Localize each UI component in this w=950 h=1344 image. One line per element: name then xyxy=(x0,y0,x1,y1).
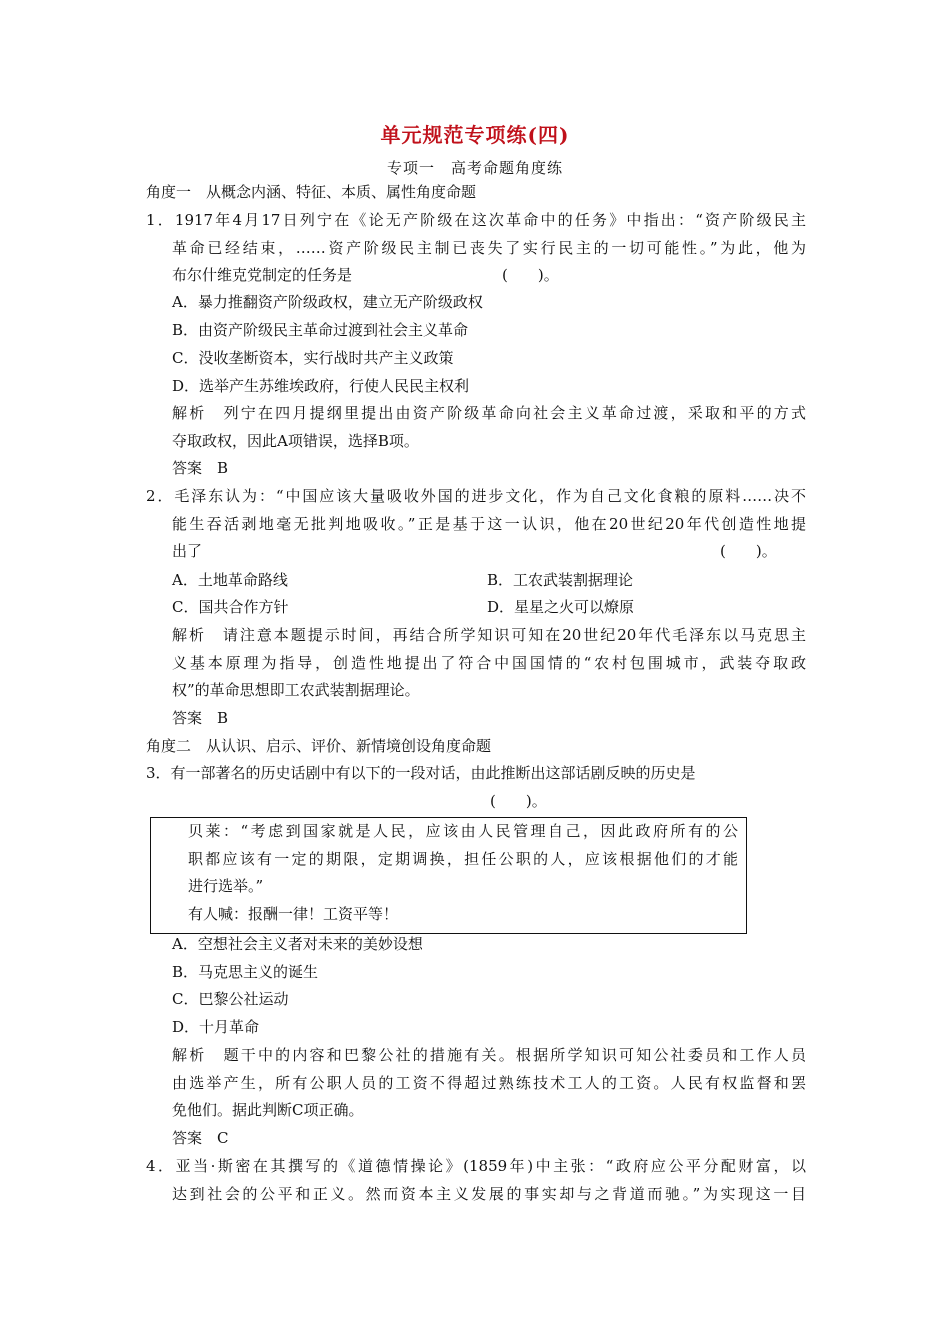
q2-option-a: A．土地革命路线 xyxy=(172,571,288,589)
q2-answer-blank: ( )。 xyxy=(720,542,777,560)
q3-analysis-line-2: 由选举产生，所有公职人员的工资不得超过熟练技术工人的工资。人民有权监督和罢 xyxy=(172,1074,806,1092)
q2-option-c: C．国共合作方针 xyxy=(172,598,289,616)
q4-stem-line-2: 达到社会的公平和正义。然而资本主义发展的事实却与之背道而驰。”为实现这一目 xyxy=(172,1185,806,1203)
q1-option-c: C．没收垄断资本，实行战时共产主义政策 xyxy=(172,349,454,367)
q1-option-a: A．暴力推翻资产阶级政权，建立无产阶级政权 xyxy=(172,293,483,311)
q2-analysis-line-1: 解析 请注意本题提示时间，再结合所学知识可知在20世纪20年代毛泽东以马克思主 xyxy=(172,626,806,644)
q1-option-b: B．由资产阶级民主革命过渡到社会主义革命 xyxy=(172,321,469,339)
q3-analysis-line-1: 解析 题干中的内容和巴黎公社的措施有关。根据所学知识可知公社委员和工作人员 xyxy=(172,1046,806,1064)
q1-analysis-line-1: 解析 列宁在四月提纲里提出由资产阶级革命向社会主义革命过渡，采取和平的方式 xyxy=(172,404,806,422)
q4-stem-line-1: 4．亚当·斯密在其撰写的《道德情操论》(1859年)中主张：“政府应公平分配财富，以 xyxy=(146,1157,806,1175)
q3-stem-line-1: 3．有一部著名的历史话剧中有以下的一段对话，由此推断出这部话剧反映的历史是 xyxy=(146,764,696,782)
q2-analysis-line-2: 义基本原理为指导，创造性地提出了符合中国国情的“农村包围城市，武装夺取政 xyxy=(172,654,806,672)
q2-stem-line-2: 能生吞活剥地毫无批判地吸收。”正是基于这一认识，他在20世纪20年代创造性地提 xyxy=(172,515,806,533)
q2-analysis-line-3: 权”的革命思想即工农武装割据理论。 xyxy=(172,681,420,699)
q1-answer: 答案 B xyxy=(172,459,229,477)
q1-analysis-line-2: 夺取政权，因此A项错误，选择B项。 xyxy=(172,432,419,450)
q2-answer: 答案 B xyxy=(172,709,229,727)
q3-analysis-line-3: 免他们。据此判断C项正确。 xyxy=(172,1101,364,1119)
angle-two-heading: 角度二 从认识、启示、评价、新情境创设角度命题 xyxy=(146,737,492,755)
q3-option-c: C．巴黎公社运动 xyxy=(172,990,289,1008)
q3-option-d: D．十月革命 xyxy=(172,1018,260,1036)
q3-quote-line-2: 职都应该有一定的期限，定期调换，担任公职的人，应该根据他们的才能 xyxy=(188,850,738,868)
q1-option-d: D．选举产生苏维埃政府，行使人民民主权利 xyxy=(172,377,470,395)
q1-stem-line-2: 革命已经结束，……资产阶级民主制已丧失了实行民主的一切可能性。”为此，他为 xyxy=(172,239,806,257)
q3-option-a: A．空想社会主义者对未来的美妙设想 xyxy=(172,935,423,953)
q3-option-b: B．马克思主义的诞生 xyxy=(172,963,319,981)
q2-stem-line-1: 2．毛泽东认为：“中国应该大量吸收外国的进步文化，作为自己文化食粮的原料……决不 xyxy=(146,487,806,505)
q1-stem-line-1: 1．1917年4月17日列宁在《论无产阶级在这次革命中的任务》中指出：“资产阶级民主 xyxy=(146,211,806,229)
q2-option-d: D．星星之火可以燎原 xyxy=(487,598,635,616)
angle-one-heading: 角度一 从概念内涵、特征、本质、属性角度命题 xyxy=(146,183,477,201)
q1-stem-line-3: 布尔什维克党制定的任务是 ( )。 xyxy=(172,266,559,284)
q2-option-b: B．工农武装割据理论 xyxy=(487,571,634,589)
q3-quote-line-1: 贝莱：“考虑到国家就是人民，应该由人民管理自己，因此政府所有的公 xyxy=(188,822,738,840)
q3-quote-line-3: 进行选举。” xyxy=(188,877,264,895)
q3-quote-line-4: 有人喊：报酬一律！工资平等！ xyxy=(188,905,399,923)
q3-answer-blank: ( )。 xyxy=(490,792,547,810)
page-title: 单元规范专项练(四) xyxy=(380,123,570,147)
section-subtitle: 专项一 高考命题角度练 xyxy=(386,159,563,177)
q2-stem-line-3: 出了 xyxy=(172,542,203,560)
q3-answer: 答案 C xyxy=(172,1129,229,1147)
